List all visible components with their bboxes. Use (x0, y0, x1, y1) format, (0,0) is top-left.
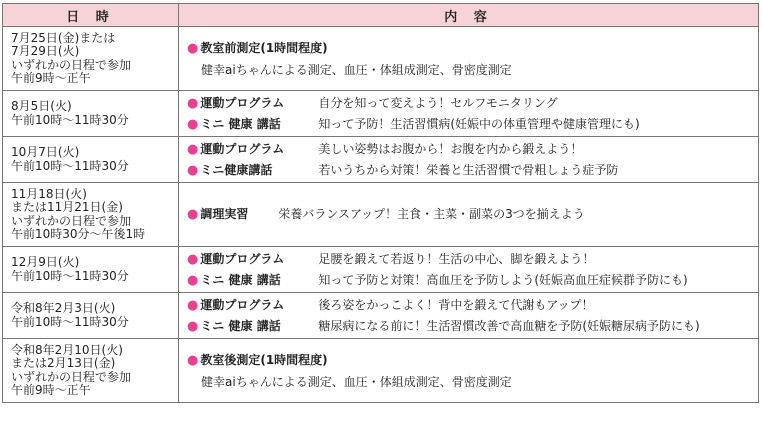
content-cell (179, 247, 759, 293)
program-item (187, 316, 758, 337)
date-line: 午前10時～11時30分 (11, 158, 129, 173)
program-label: ミニ 健康 講話 (200, 318, 281, 333)
program-description: 自分を知って変えよう！セルフモニタリング (318, 95, 558, 110)
date-line: 12月9日(火) (11, 255, 80, 270)
program-description: 健幸aiちゃんによる測定、血圧・体組成測定、骨密度測定 (201, 63, 512, 77)
program-item (187, 93, 758, 114)
date-cell (3, 137, 179, 183)
date-cell (3, 339, 179, 403)
bullet-icon: ● (187, 318, 199, 334)
date-line: 午前9時～正午 (11, 382, 91, 397)
program-item (187, 160, 758, 181)
program-label: 運動プログラム (200, 297, 285, 312)
date-cell (3, 293, 179, 339)
content-cell (179, 27, 759, 91)
date-line: 7月29日(火) (11, 44, 80, 59)
date-line: 令和8年2月3日(火) (11, 301, 116, 316)
date-line: 午前10時～11時30分 (11, 314, 129, 329)
bullet-icon: ● (187, 41, 199, 56)
program-label: 調理実習 (200, 207, 249, 221)
date-cell (3, 183, 179, 247)
program-description: 美しい姿勢はお腹から！お腹を内から鍛えよう！ (318, 141, 583, 156)
program-item (187, 37, 758, 60)
table-row (3, 293, 759, 339)
date-line: いずれかの日程で参加 (11, 57, 132, 72)
date-line: 午前9時～正午 (11, 70, 91, 85)
program-label: 教室後測定(1時間程度) (200, 353, 328, 367)
date-line: 8月5日(火) (11, 99, 72, 114)
program-item (187, 270, 758, 291)
date-line: 午前10時30分～午後1時 (11, 226, 146, 241)
program-label: ミニ健康講話 (200, 162, 273, 177)
program-label: 運動プログラム (200, 251, 285, 266)
date-cell (3, 27, 179, 91)
date-line: 令和8年2月10日(火) (11, 342, 123, 357)
header-date: 日 時 (3, 4, 179, 27)
content-cell (179, 183, 759, 247)
bullet-icon: ● (187, 95, 199, 111)
program-description: 知って予防と対策！高血圧を予防しよう(妊娠高血圧症候群予防にも) (318, 272, 688, 287)
bullet-icon: ● (187, 272, 199, 288)
program-description: 糖尿病になる前に！生活習慣改善で高血糖を予防(妊娠糖尿病予防にも) (318, 318, 700, 333)
table-row (3, 27, 759, 91)
bullet-icon: ● (187, 162, 199, 178)
program-description: 知って予防！生活習慣病(妊娠中の体重管理や健康管理にも) (318, 116, 640, 131)
program-label: 運動プログラム (200, 95, 285, 110)
date-line: または11月21日(金) (11, 200, 123, 215)
content-cell (179, 91, 759, 137)
date-line: 7月25日(金)または (11, 30, 116, 45)
program-label: 教室前測定(1時間程度) (200, 41, 328, 55)
date-line: 午前10時～11時30分 (11, 112, 129, 127)
date-line: または2月13日(金) (11, 356, 116, 371)
content-cell (179, 339, 759, 403)
program-label: 運動プログラム (200, 141, 285, 156)
table-row (3, 137, 759, 183)
program-description: 足腰を鍛えて若返り！生活の中心、脚を鍛えよう！ (318, 251, 595, 266)
date-line: 11月18日(火) (11, 186, 87, 201)
table-row (3, 247, 759, 293)
program-label: ミニ 健康 講話 (200, 272, 281, 287)
bullet-icon: ● (187, 353, 199, 368)
content-cell (179, 137, 759, 183)
table-row (3, 339, 759, 403)
program-item (187, 349, 758, 372)
bullet-icon: ● (187, 207, 199, 222)
program-label: ミニ 健康 講話 (200, 116, 281, 131)
program-description: 栄養バランスアップ！主食・主菜・副菜の3つを揃えよう (278, 207, 585, 221)
date-line: いずれかの日程で参加 (11, 369, 132, 384)
bullet-icon: ● (187, 116, 199, 132)
program-description: 後ろ姿をかっこよく！背中を鍛えて代謝もアップ！ (318, 297, 594, 312)
content-cell (179, 293, 759, 339)
schedule-table (2, 3, 759, 403)
table-row (3, 183, 759, 247)
bullet-icon: ● (187, 297, 199, 313)
date-line: 午前10時～11時30分 (11, 268, 129, 283)
program-item (187, 204, 758, 225)
header-content: 内 容 (179, 4, 759, 27)
date-line: 10月7日(火) (11, 145, 80, 160)
bullet-icon: ● (187, 251, 199, 267)
program-description: 健幸aiちゃんによる測定、血圧・体組成測定、骨密度測定 (201, 375, 512, 389)
program-item (187, 295, 758, 316)
program-description: 若いうちから対策！栄養と生活習慣で骨粗しょう症予防 (318, 162, 619, 177)
bullet-icon: ● (187, 141, 199, 157)
program-item (187, 249, 758, 270)
table-row (3, 91, 759, 137)
table-header-row (3, 4, 759, 27)
date-cell (3, 247, 179, 293)
program-item (187, 114, 758, 135)
date-cell (3, 91, 179, 137)
program-item (187, 139, 758, 160)
date-line: いずれかの日程で参加 (11, 213, 132, 228)
